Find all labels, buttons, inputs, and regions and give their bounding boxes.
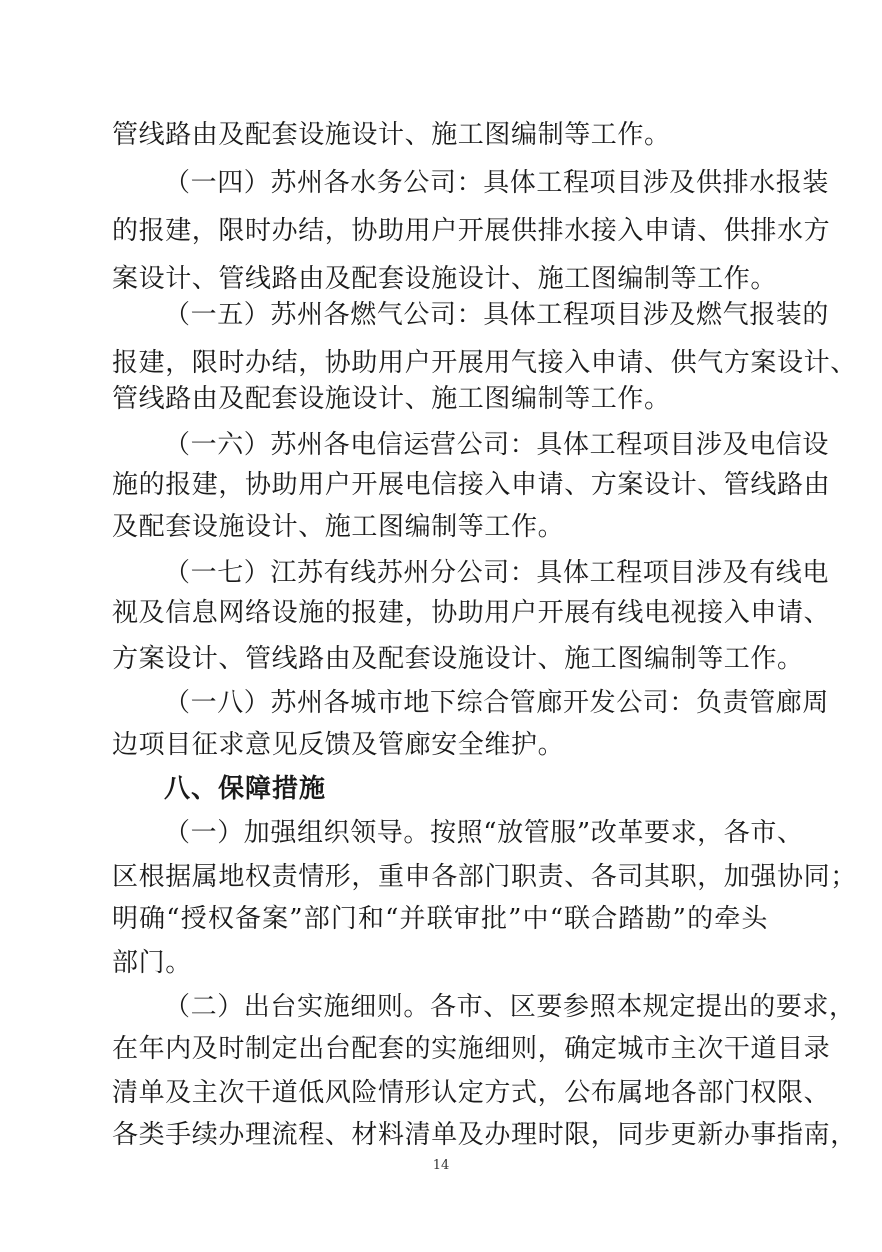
page-number: 14: [432, 1158, 450, 1173]
text-line: 施的报建，协助用户开展电信接入申请、方案设计、管线路由: [112, 470, 831, 500]
text-line: 明确“授权备案”部门和“并联审批”中“联合踏勘”的牵头: [112, 904, 768, 934]
text-line: 视及信息网络设施的报建，协助用户开展有线电视接入申请、: [112, 598, 831, 628]
text-line: 部门。: [112, 948, 192, 978]
text-line: 区根据属地权责情形，重申各部门职责、各司其职，加强协同；: [112, 862, 857, 892]
text-line: 边项目征求意见反馈及管廊安全维护。: [112, 730, 565, 760]
text-line: 方案设计、管线路由及配套设施设计、施工图编制等工作。: [112, 644, 804, 674]
text-line: 及配套设施设计、施工图编制等工作。: [112, 512, 565, 542]
text-line: 案设计、管线路由及配套设施设计、施工图编制等工作。: [112, 264, 778, 294]
text-line: 各类手续办理流程、材料清单及办理时限，同步更新办事指南，: [112, 1120, 857, 1150]
section-heading: 八、保障措施: [164, 774, 327, 804]
text-line: 的报建，限时办结，协助用户开展供排水接入申请、供排水方: [112, 216, 831, 246]
text-line: 报建，限时办结，协助用户开展用气接入申请、供气方案设计、: [112, 348, 857, 378]
text-line: 管线路由及配套设施设计、施工图编制等工作。: [112, 120, 671, 150]
text-line: （一四）苏州各水务公司：具体工程项目涉及供排水报装: [164, 168, 830, 198]
text-line: （一六）苏州各电信运营公司：具体工程项目涉及电信设: [164, 430, 830, 460]
text-line: （一八）苏州各城市地下综合管廊开发公司：负责管廊周: [164, 688, 830, 718]
text-line: （二）出台实施细则。各市、区要参照本规定提出的要求，: [164, 992, 856, 1022]
text-line: 在年内及时制定出台配套的实施细则，确定城市主次干道目录: [112, 1034, 831, 1064]
text-line: （一五）苏州各燃气公司：具体工程项目涉及燃气报装的: [164, 300, 830, 330]
text-line: 清单及主次干道低风险情形认定方式，公布属地各部门权限、: [112, 1078, 831, 1108]
text-line: （一七）江苏有线苏州分公司：具体工程项目涉及有线电: [164, 558, 830, 588]
text-line: 管线路由及配套设施设计、施工图编制等工作。: [112, 384, 671, 414]
text-line: （一）加强组织领导。按照“放管服”改革要求，各市、: [164, 818, 804, 848]
